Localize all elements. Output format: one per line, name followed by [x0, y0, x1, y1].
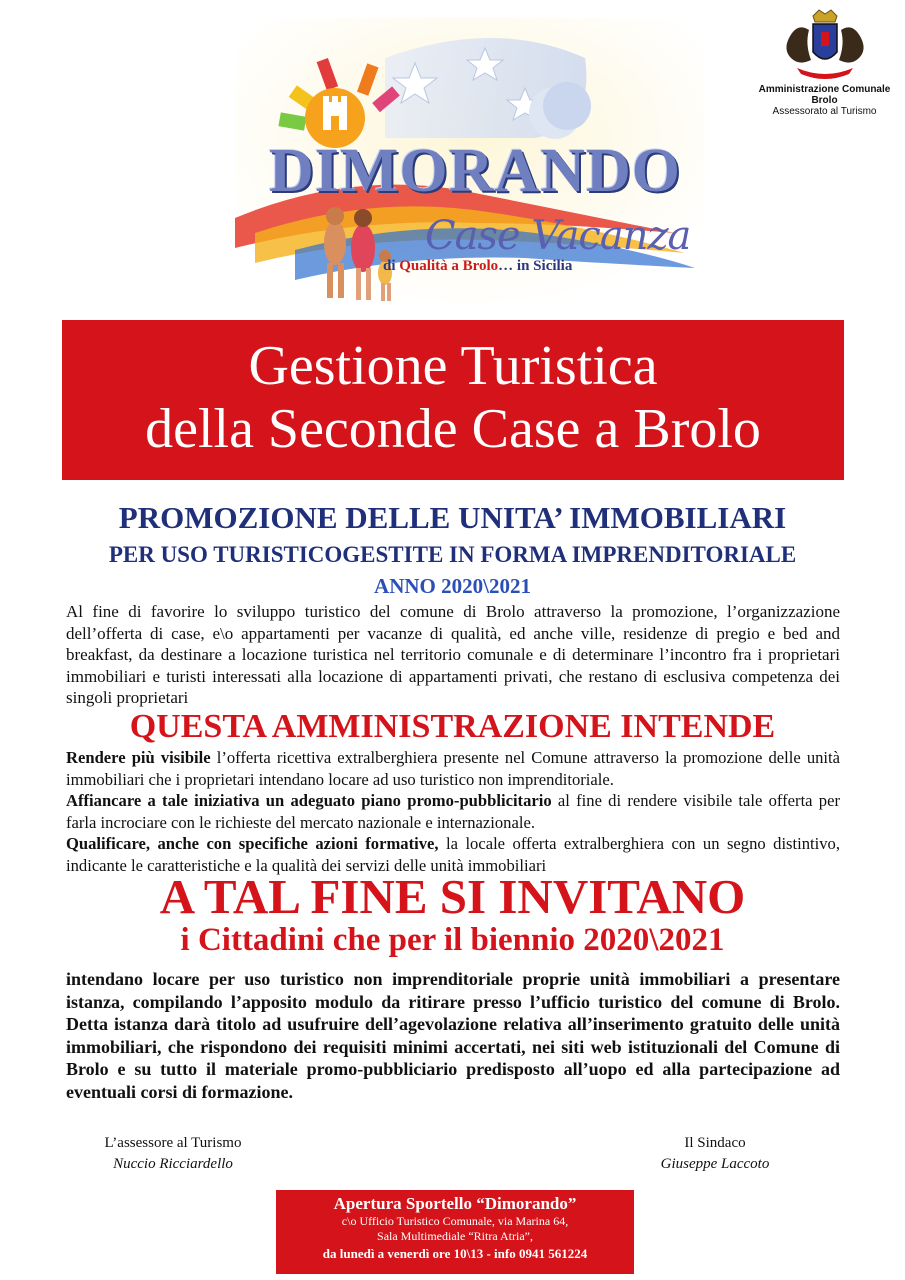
intention-lead: Rendere più visibile — [66, 748, 211, 767]
intention-text: al fine di rendere visibile tale offerta per farla incrociare con le richieste del mercato nazionale e internazionale. — [66, 791, 840, 832]
logo-script: Case Vacanza — [425, 213, 691, 259]
banner-title-line2: della Seconde Case a Brolo — [145, 398, 761, 460]
logo-tag-highlight: Qualità a Brolo — [399, 258, 499, 274]
sindaco-name: Giuseppe Laccoto — [660, 1156, 770, 1172]
cittadini-heading: i Cittadini che per il biennio 2020\2021 — [180, 922, 725, 958]
promo-subheading: PER USO TURISTICOGESTITE IN FORMA IMPRENDITORIALE — [108, 542, 797, 567]
dimorando-logo — [235, 18, 705, 310]
intende-heading: QUESTA AMMINISTRAZIONE INTENDE — [129, 708, 776, 745]
invitano-heading: A TAL FINE SI INVITANO — [159, 869, 746, 924]
intro-paragraph: Al fine di favorire lo sviluppo turistico del comune di Brolo attraverso la promozione, l’organizzazione dell’offerta di case, e\o appartamenti per vacanze di qualità, ed anche ville, residenze di pregio e bed and breakfast, da destinare a locazione turistica nel territorio comunale e di determinare l’incontro fra i proprietari immobiliari e turisti interessati alla locazione di appartamenti privati, che restano di esclusiva competenza dei singoli proprietari — [66, 602, 840, 707]
banner-title-line1: Gestione Turistica — [248, 335, 658, 397]
promo-heading: PROMOZIONE DELLE UNITA’ IMMOBILIARI — [118, 500, 787, 535]
intention-text: la locale offerta extralberghiera con un segno distintivo, indicante le caratteristiche e la qualità dei servizi delle unità immobiliari — [66, 834, 840, 875]
logo-tagline — [383, 258, 572, 275]
invitation-paragraph: intendano locare per uso turistico non imprenditoriale proprie unità immobiliari a presentare istanza, compilando l’apposito modulo da ritirare presso l’ufficio turistico del comune di Brolo. Detta istanza darà titolo ad usufruire dell’agevolazione relativa all’inserimento gratuito delle unità immobiliari, che rispondono dei requisiti minimi accertati, nei siti web istituzionali del Comune di Brolo e su tutto il materiale promo-pubbliciario predisposto all’uopo ed alla partecipazione ad eventuali corsi di formazione. — [66, 969, 840, 1102]
crest-town-label: Brolo — [811, 95, 838, 106]
logo-tag-prefix: di — [383, 258, 400, 274]
intention-lead: Affiancare a tale iniziativa un adeguato piano promo-pubblicitario — [66, 791, 552, 810]
office-address-line1: c\o Ufficio Turistico Comunale, via Marina 64, — [341, 1214, 569, 1228]
assessore-role: L’assessore al Turismo — [104, 1135, 242, 1151]
municipal-crest — [752, 8, 897, 123]
crest-office-label: Assessorato al Turismo — [772, 106, 877, 117]
intention-lead: Qualificare, anche con specifiche azioni formative, — [66, 834, 439, 853]
sindaco-role: Il Sindaco — [684, 1135, 746, 1151]
intention-item — [66, 747, 840, 790]
crest-admin-label: Amministrazione Comunale — [758, 84, 891, 95]
intention-item — [66, 790, 840, 833]
office-address-line2: Sala Multimediale “Ritra Atria”, — [377, 1229, 533, 1243]
title-banner — [62, 320, 844, 480]
sindaco-signature — [640, 1133, 790, 1175]
intention-text: l’offerta ricettiva extralberghiera presente nel Comune attraverso la promozione delle unità immobiliari che i proprietari intendano locare ad uso turistico non imprenditoriale. — [66, 748, 840, 789]
assessore-name: Nuccio Ricciardello — [113, 1156, 233, 1172]
logo-tag-suffix: … in Sicilia — [498, 258, 573, 274]
logo-title: DIMORANDO — [269, 137, 681, 205]
intentions-list — [66, 747, 840, 876]
assessore-signature — [88, 1133, 258, 1175]
year-heading: ANNO 2020\2021 — [374, 574, 531, 598]
office-hours: da lunedì a venerdì ore 10\13 - info 0941 561224 — [322, 1246, 588, 1261]
office-info-box — [276, 1190, 634, 1274]
office-title: Apertura Sportello “Dimorando” — [333, 1194, 577, 1213]
coat-of-arms-icon — [779, 8, 871, 82]
